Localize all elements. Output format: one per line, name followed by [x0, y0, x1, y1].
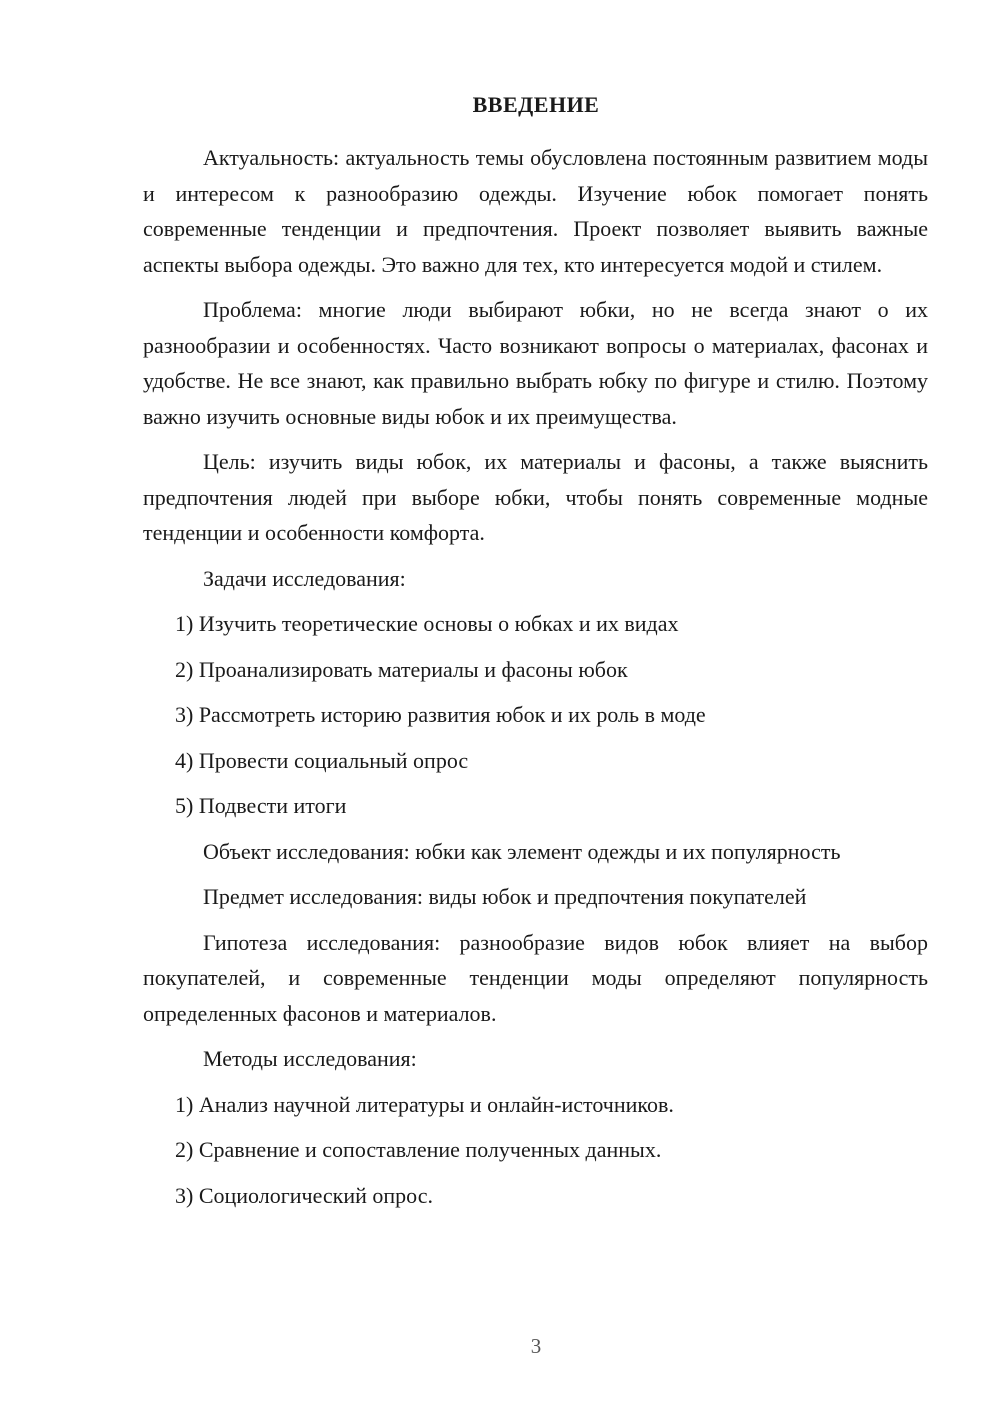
- list-item: 3) Социологический опрос.: [175, 1182, 433, 1208]
- list-item: 1) Анализ научной литературы и онлайн-источников.: [175, 1091, 674, 1117]
- subject-line: Предмет исследования: виды юбок и предпочтения покупателей: [203, 884, 807, 909]
- list-item: 1) Изучить теоретические основы о юбках и их видах: [175, 611, 679, 636]
- document-body: [143, 140, 928, 1223]
- hypothesis-paragraph: Гипотеза исследования: разнообразие видов юбок влияет на выбор покупателей, и современные тенденции моды определяют популярность определенных фасонов и материалов.: [143, 929, 928, 1026]
- object-line: Объект исследования: юбки как элемент одежды и их популярность: [203, 838, 841, 864]
- page-number: 3: [530, 1334, 542, 1358]
- relevance-paragraph: Актуальность: актуальность темы обусловлена постоянным развитием моды и интересом к разнообразию одежды. Изучение юбок помогает понять современные тенденции и предпочтения. Проект позволяет выявить важные аспекты выбора одежды. Это важно для тех, кто интересуется модой и стилем.: [143, 145, 928, 277]
- tasks-list: [143, 606, 928, 824]
- list-item: 2) Сравнение и сопоставление полученных данных.: [175, 1137, 662, 1162]
- problem-paragraph: Проблема: многие люди выбирают юбки, но не всегда знают о их разнообразии и особенностях. Часто возникают вопросы о материалах, фасонах и удобстве. Не все знают, как правильно выбрать юбку по фигуре и стилю. Поэтому важно изучить основные виды юбок и их преимущества.: [143, 297, 928, 429]
- list-item: 4) Провести социальный опрос: [175, 747, 469, 773]
- list-item: 3) Рассмотреть историю развития юбок и их роль в моде: [175, 702, 706, 727]
- list-item: 5) Подвести итоги: [175, 793, 347, 818]
- methods-list: [143, 1087, 928, 1214]
- methods-heading: Методы исследования:: [203, 1046, 417, 1071]
- goal-paragraph: Цель: изучить виды юбок, их материалы и фасоны, а также выяснить предпочтения людей при выборе юбки, чтобы понять современные модные тенденции и особенности комфорта.: [143, 449, 928, 545]
- tasks-heading: Задачи исследования:: [203, 565, 406, 591]
- list-item: 2) Проанализировать материалы и фасоны юбок: [175, 656, 628, 682]
- page-title: ВВЕДЕНИЕ: [472, 92, 600, 117]
